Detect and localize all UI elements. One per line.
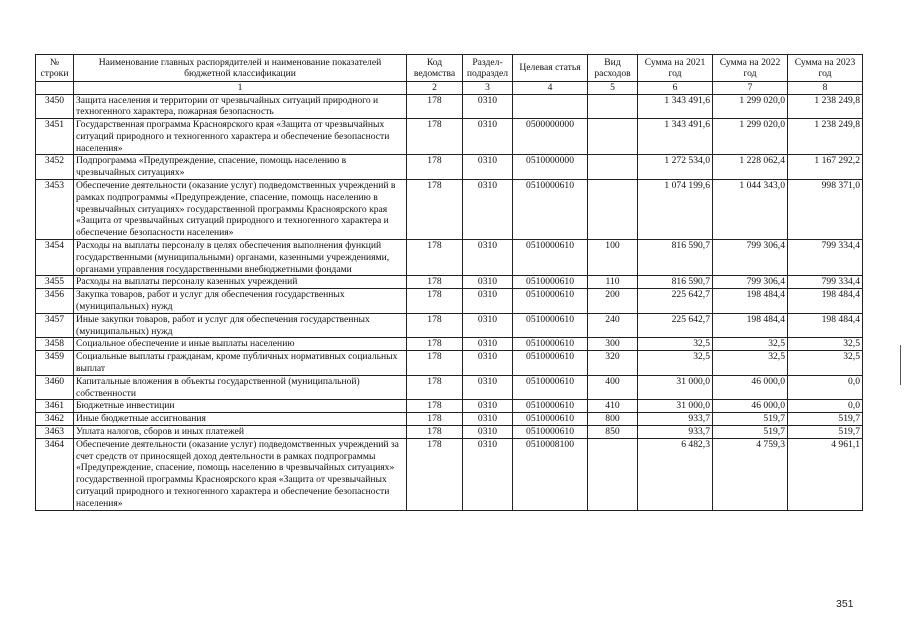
row-target-item: 0510000610 [513,313,588,338]
row-expense-type: 100 [588,240,638,276]
row-expense-type [588,180,638,240]
row-dept-code: 178 [407,180,463,240]
row-name: Государственная программа Красноярского края «Защита от чрезвычайных ситуаций природного и техногенного характера и обеспечение безопасности населения» [74,119,407,155]
row-sum-2022: 519,7 [713,413,788,426]
row-name: Защита населения и территории от чрезвычайных ситуаций природного и техногенного характера, пожарная безопасность [74,94,407,119]
table-row [36,438,863,510]
row-dept-code: 178 [407,438,463,510]
row-expense-type: 110 [588,276,638,289]
row-number: 3464 [36,438,74,510]
table-row [36,313,863,338]
row-number: 3452 [36,155,74,180]
row-number: 3450 [36,94,74,119]
row-sum-2022: 1 044 343,0 [713,180,788,240]
row-sum-2022: 32,5 [713,338,788,351]
row-number: 3460 [36,375,74,400]
row-sum-2023: 4 961,1 [788,438,863,510]
row-sum-2022: 1 299 020,0 [713,94,788,119]
row-sum-2023: 0,0 [788,375,863,400]
row-section: 0310 [463,180,513,240]
header-row-number: № строки [36,55,74,82]
row-section: 0310 [463,313,513,338]
row-dept-code: 178 [407,313,463,338]
header-expense-type: Вид расходов [588,55,638,82]
row-dept-code: 178 [407,413,463,426]
row-name: Закупка товаров, работ и услуг для обеспечения государственных (муниципальных) нужд [74,289,407,314]
row-target-item: 0510000610 [513,240,588,276]
row-sum-2023: 1 238 249,8 [788,94,863,119]
row-expense-type [588,438,638,510]
row-dept-code: 178 [407,276,463,289]
row-sum-2021: 6 482,3 [638,438,713,510]
row-expense-type: 850 [588,426,638,439]
header-section: Раздел-подраздел [463,55,513,82]
row-sum-2023: 198 484,4 [788,313,863,338]
row-section: 0310 [463,240,513,276]
header-name: Наименование главных распорядителей и наименование показателей бюджетной классификации [74,55,407,82]
row-name: Бюджетные инвестиции [74,400,407,413]
row-section: 0310 [463,155,513,180]
table-row [36,276,863,289]
row-dept-code: 178 [407,155,463,180]
row-dept-code: 178 [407,289,463,314]
row-sum-2021: 816 590,7 [638,240,713,276]
table-row [36,426,863,439]
row-dept-code: 178 [407,400,463,413]
row-section: 0310 [463,351,513,376]
row-sum-2021: 1 343 491,6 [638,94,713,119]
table-row [36,351,863,376]
row-name: Уплата налогов, сборов и иных платежей [74,426,407,439]
row-sum-2022: 198 484,4 [713,289,788,314]
row-target-item: 0510000610 [513,351,588,376]
column-number: 7 [713,82,788,95]
row-target-item: 0510000000 [513,155,588,180]
row-dept-code: 178 [407,119,463,155]
row-section: 0310 [463,375,513,400]
row-sum-2022: 1 299 020,0 [713,119,788,155]
row-sum-2022: 32,5 [713,351,788,376]
row-sum-2021: 225 642,7 [638,313,713,338]
column-number [36,82,74,95]
row-sum-2022: 519,7 [713,426,788,439]
row-target-item: 0500000000 [513,119,588,155]
row-sum-2022: 799 306,4 [713,240,788,276]
row-sum-2023: 519,7 [788,413,863,426]
row-dept-code: 178 [407,426,463,439]
row-sum-2021: 1 272 534,0 [638,155,713,180]
column-number: 8 [788,82,863,95]
table-row [36,413,863,426]
row-sum-2021: 32,5 [638,351,713,376]
row-expense-type: 240 [588,313,638,338]
row-sum-2021: 1 343 491,6 [638,119,713,155]
column-number: 1 [74,82,407,95]
row-sum-2021: 225 642,7 [638,289,713,314]
row-section: 0310 [463,400,513,413]
row-target-item: 0510000610 [513,375,588,400]
row-sum-2023: 799 334,4 [788,240,863,276]
table-row [36,119,863,155]
row-section: 0310 [463,94,513,119]
row-name: Расходы на выплаты персоналу казенных учреждений [74,276,407,289]
row-number: 3462 [36,413,74,426]
header-dept-code: Код ведомства [407,55,463,82]
table-row [36,375,863,400]
table-header [36,55,863,95]
table-row [36,289,863,314]
table-row [36,240,863,276]
row-name: Иные закупки товаров, работ и услуг для обеспечения государственных (муниципальных) нужд [74,313,407,338]
row-target-item: 0510000610 [513,400,588,413]
row-name: Иные бюджетные ассигнования [74,413,407,426]
row-sum-2021: 816 590,7 [638,276,713,289]
row-target-item: 0510000610 [513,289,588,314]
row-target-item [513,94,588,119]
row-sum-2023: 1 167 292,2 [788,155,863,180]
row-number: 3455 [36,276,74,289]
row-sum-2023: 519,7 [788,426,863,439]
row-number: 3454 [36,240,74,276]
row-name: Социальные выплаты гражданам, кроме публичных нормативных социальных выплат [74,351,407,376]
row-number: 3451 [36,119,74,155]
row-expense-type: 410 [588,400,638,413]
row-name: Капитальные вложения в объекты государственной (муниципальной) собственности [74,375,407,400]
row-sum-2023: 1 238 249,8 [788,119,863,155]
row-section: 0310 [463,426,513,439]
row-expense-type: 300 [588,338,638,351]
row-name: Обеспечение деятельности (оказание услуг) подведомственных учреждений в рамках подпрограммы «Предупреждение, спасение, помощь населению в чрезвычайных ситуациях» государственной программы Красноярского края «Защита от чрезвычайных ситуаций природного и техногенного характера и обеспечение безопасности населения» [74,180,407,240]
header-sum-2021: Сумма на 2021 год [638,55,713,82]
row-expense-type [588,155,638,180]
row-section: 0310 [463,289,513,314]
row-expense-type: 200 [588,289,638,314]
row-sum-2023: 32,5 [788,351,863,376]
column-number: 4 [513,82,588,95]
scan-edge-mark [900,345,901,385]
header-sum-2023: Сумма на 2023 год [788,55,863,82]
table-row [36,180,863,240]
row-sum-2021: 31 000,0 [638,400,713,413]
row-number: 3461 [36,400,74,413]
row-dept-code: 178 [407,338,463,351]
table-body [36,94,863,510]
header-target-item: Целевая статья [513,55,588,82]
row-number: 3459 [36,351,74,376]
row-target-item: 0510000610 [513,413,588,426]
row-number: 3456 [36,289,74,314]
row-number: 3453 [36,180,74,240]
row-expense-type: 320 [588,351,638,376]
column-number: 5 [588,82,638,95]
row-number: 3457 [36,313,74,338]
row-dept-code: 178 [407,375,463,400]
column-number: 2 [407,82,463,95]
budget-table [35,54,863,511]
row-sum-2023: 32,5 [788,338,863,351]
column-number: 3 [463,82,513,95]
row-section: 0310 [463,119,513,155]
row-dept-code: 178 [407,94,463,119]
row-number: 3463 [36,426,74,439]
row-sum-2021: 933,7 [638,413,713,426]
row-target-item: 0510000610 [513,276,588,289]
row-expense-type [588,119,638,155]
row-dept-code: 178 [407,351,463,376]
row-dept-code: 178 [407,240,463,276]
row-expense-type: 800 [588,413,638,426]
table-row [36,94,863,119]
row-section: 0310 [463,338,513,351]
row-name: Расходы на выплаты персоналу в целях обеспечения выполнения функций государственными (муниципальными) органами, казенными учреждениями, органами управления государственными внебюджетными фондами [74,240,407,276]
row-sum-2023: 998 371,0 [788,180,863,240]
table-row [36,155,863,180]
row-sum-2023: 799 334,4 [788,276,863,289]
row-target-item: 0510000610 [513,180,588,240]
row-sum-2021: 1 074 199,6 [638,180,713,240]
row-section: 0310 [463,276,513,289]
table-row [36,338,863,351]
page-number: 351 [836,598,854,610]
header-row [36,55,863,82]
row-sum-2023: 198 484,4 [788,289,863,314]
header-sum-2022: Сумма на 2022 год [713,55,788,82]
row-sum-2022: 46 000,0 [713,400,788,413]
row-expense-type: 400 [588,375,638,400]
row-target-item: 0510000610 [513,426,588,439]
row-target-item: 0510000610 [513,338,588,351]
row-target-item: 0510008100 [513,438,588,510]
row-sum-2022: 46 000,0 [713,375,788,400]
row-number: 3458 [36,338,74,351]
row-sum-2021: 31 000,0 [638,375,713,400]
row-name: Социальное обеспечение и иные выплаты населению [74,338,407,351]
column-number-row [36,82,863,95]
column-number: 6 [638,82,713,95]
row-sum-2022: 4 759,3 [713,438,788,510]
row-name: Подпрограмма «Предупреждение, спасение, помощь населению в чрезвычайных ситуациях» [74,155,407,180]
row-name: Обеспечение деятельности (оказание услуг) подведомственных учреждений за счет средств от приносящей доход деятельности в рамках подпрограммы «Предупреждение, спасение, помощь населению в чрезвычайных ситуациях» государственной программы Красноярского края «Защита от чрезвычайных ситуаций природного и техногенного характера и обеспечение безопасности населения» [74,438,407,510]
row-sum-2022: 1 228 062,4 [713,155,788,180]
row-section: 0310 [463,413,513,426]
row-sum-2021: 32,5 [638,338,713,351]
row-sum-2022: 799 306,4 [713,276,788,289]
row-sum-2022: 198 484,4 [713,313,788,338]
row-sum-2021: 933,7 [638,426,713,439]
row-sum-2023: 0,0 [788,400,863,413]
table-row [36,400,863,413]
row-expense-type [588,94,638,119]
row-section: 0310 [463,438,513,510]
